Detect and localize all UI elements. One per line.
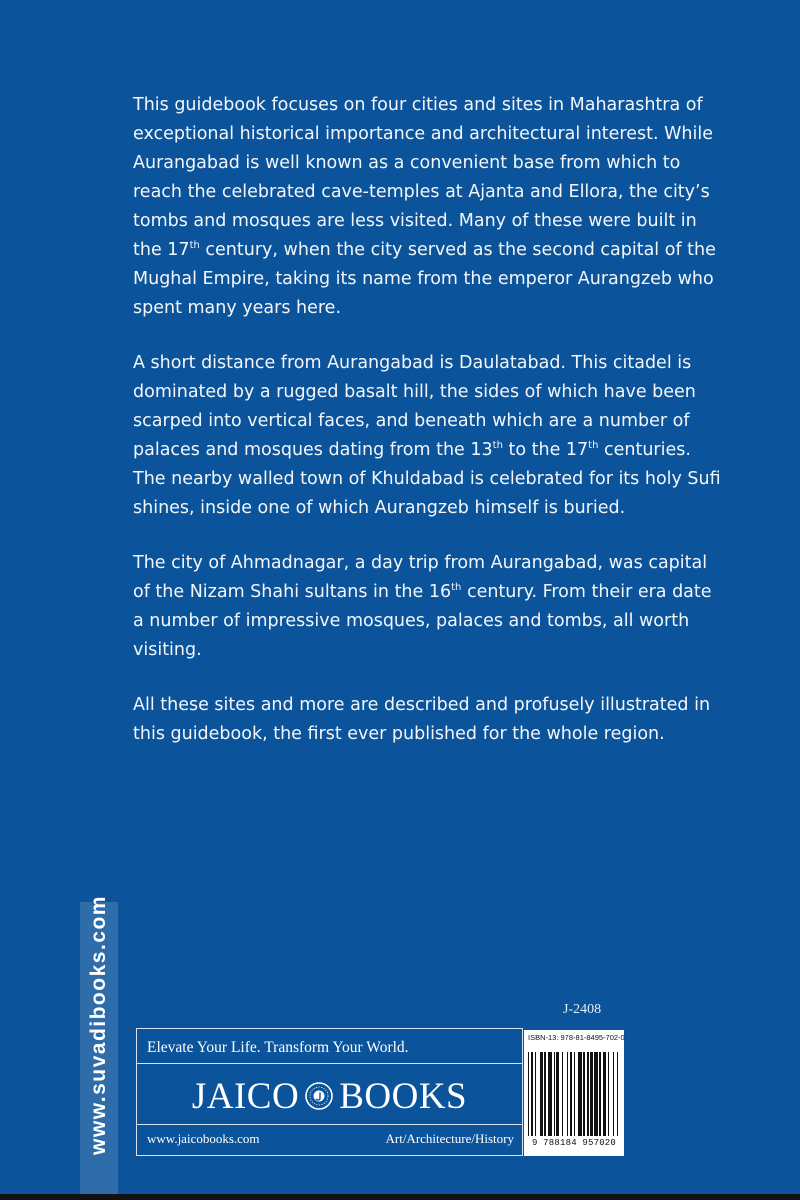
jaico-emblem-icon: [305, 1082, 333, 1110]
imprint-divider: [137, 1063, 522, 1064]
ordinal-suffix: th: [189, 240, 200, 252]
catalog-code: J-2408: [563, 1002, 602, 1017]
logo-word-right: BOOKS: [339, 1075, 468, 1117]
blurb-text: [133, 91, 723, 775]
ordinal-suffix: th: [492, 440, 503, 452]
book-category: Art/Architecture/History: [385, 1131, 514, 1146]
logo-word-left: JAICO: [191, 1075, 300, 1117]
barcode-digits: 9 788184 957020: [531, 1138, 616, 1148]
blurb-paragraph-2: [133, 349, 723, 523]
publisher-imprint-box: [136, 1028, 523, 1156]
blurb-text-run: century. From their era date a number of impressive mosques, palaces and tombs, all worth visiting.: [133, 582, 712, 660]
bottom-edge: [0, 1194, 800, 1200]
isbn-barcode: [524, 1030, 624, 1156]
blurb-paragraph-1: [133, 91, 723, 323]
imprint-divider: [137, 1124, 522, 1125]
blurb-text-run: to the 17: [502, 440, 589, 460]
publisher-website: www.jaicobooks.com: [147, 1131, 260, 1146]
ordinal-suffix: th: [588, 440, 599, 452]
blurb-text-run: The city of Ahmadnagar, a day trip from Aurangabad, was capital of the Nizam Shahi sultans in the 16: [133, 553, 708, 602]
blurb-text-run: centuries. The nearby walled town of Khuldabad is celebrated for its holy Sufi shines, inside one of which Aurangzeb himself is buried.: [133, 440, 721, 518]
publisher-logo: [137, 1071, 522, 1121]
ordinal-suffix: th: [451, 582, 462, 594]
blurb-text-run: A short distance from Aurangabad is Daulatabad. This citadel is dominated by a rugged basalt hill, the sides of which have been scarped into vertical faces, and beneath which are a number of palaces and mosques dating from the 13: [133, 353, 696, 460]
blurb-text-run: This guidebook focuses on four cities and sites in Maharashtra of exceptional historical importance and architectural interest. While Aurangabad is well known as a convenient base from which to reach the celebrated cave-temples at Ajanta and Ellora, the city’s tombs and mosques are less visited. Many of these were built in the 17: [133, 95, 713, 260]
isbn-label: ISBN-13: 978-81-8495-702-0: [528, 1033, 625, 1042]
blurb-paragraph-3: [133, 549, 723, 665]
blurb-paragraph-4: All these sites and more are described and profusely illustrated in this guidebook, the first ever published for the whole region.: [133, 695, 711, 744]
watermark-text: www.suvadibooks.com: [87, 895, 110, 1155]
blurb-text-run: century, when the city served as the second capital of the Mughal Empire, taking its name from the emperor Aurangzeb who spent many years here.: [133, 240, 716, 318]
barcode-bars: [528, 1052, 620, 1136]
publisher-tagline: Elevate Your Life. Transform Your World.: [147, 1039, 409, 1056]
barcode-bar: [618, 1052, 619, 1136]
